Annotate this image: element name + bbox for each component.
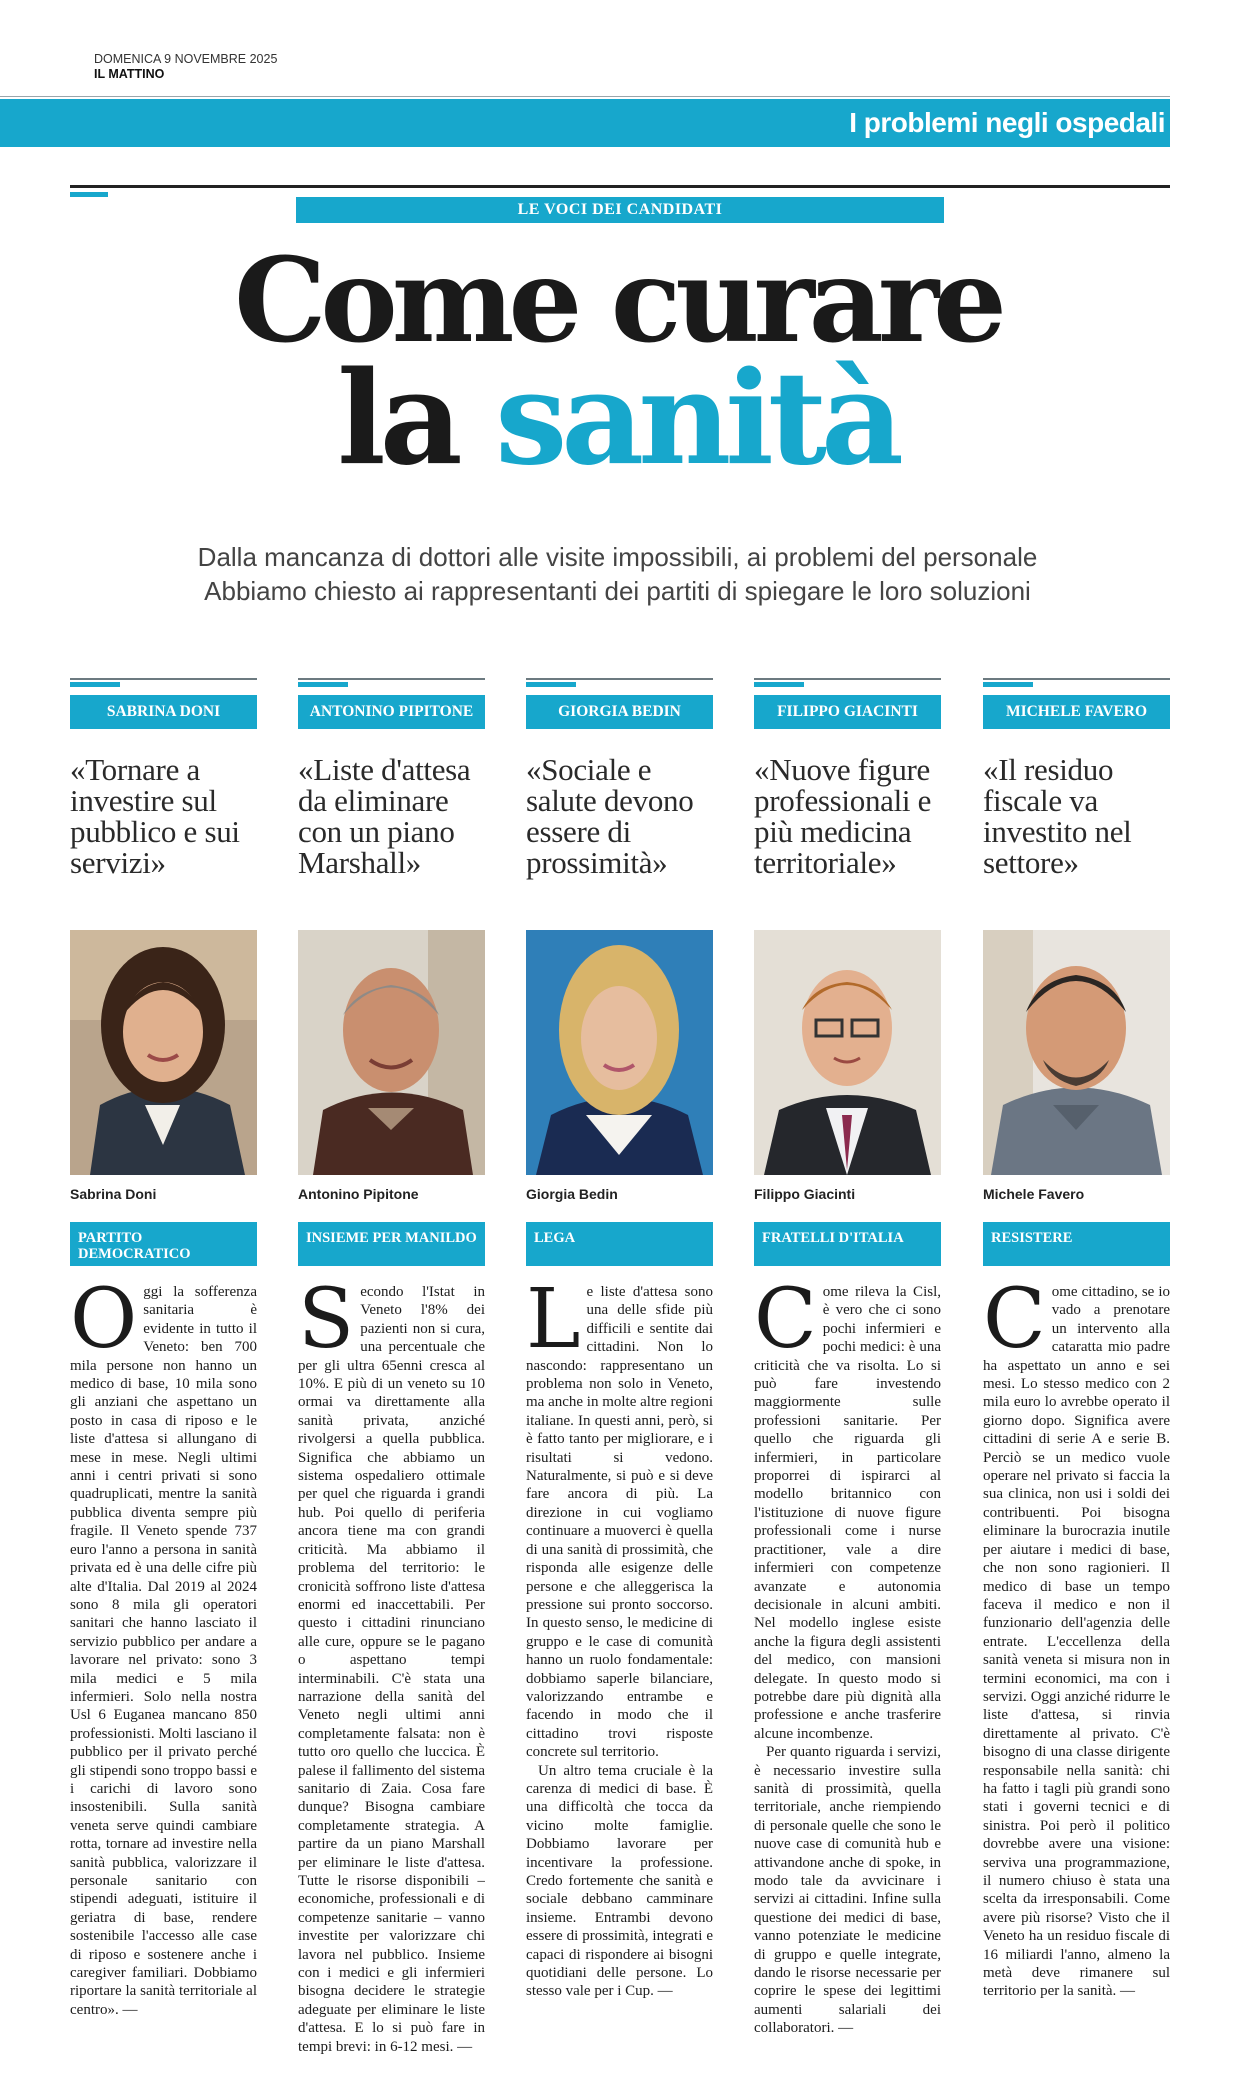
candidate-statement	[70, 1283, 257, 2093]
photo-caption: Filippo Giacinti	[754, 1186, 856, 1202]
column-rule	[70, 678, 257, 680]
column-rule	[526, 678, 713, 680]
candidate-statement	[754, 1283, 941, 2093]
headline-line-2: la sanità	[337, 344, 898, 494]
candidate-quote: «Tornare a investire sul pubblico e sui servizi»	[70, 752, 240, 880]
candidate-quote: «Liste d'attesa da eliminare con un piano Marshall»	[298, 752, 471, 880]
candidate-quote: «Nuove figure professionali e più medicina territoriale»	[754, 752, 932, 880]
column-accent	[298, 682, 348, 687]
statement-paragraph: Per quanto riguarda i servizi, è necessario investire sulla sanità di prossimità, quella territoriale, anche riempiendo di personale quelle che sono le nuove case di comunità hub e attivandone anche di spoke, in modo tale da avvicinare i servizi ai cittadini. Infine sulla questione dei medici di base, vanno potenziate le medicine di gruppo e quelle integrate, dando le risorse necessarie per coprire le spese dei legittimi aumenti salariali dei collaboratori. —	[754, 1744, 941, 2037]
kicker: LE VOCI DEI CANDIDATI	[296, 197, 944, 223]
candidate-statement	[983, 1283, 1170, 2093]
candidate-photo	[526, 930, 713, 1175]
dropcap: S	[298, 1283, 355, 1367]
article-top-rule	[70, 185, 1170, 188]
headline-line-1: Come curare	[234, 233, 1001, 369]
subtitle-line-2: Abbiamo chiesto ai rappresentanti dei partiti di spiegare le loro soluzioni	[204, 576, 1031, 606]
candidate-name-label: MICHELE FAVERO	[983, 695, 1170, 729]
candidate-photo	[754, 930, 941, 1175]
photo-caption: Sabrina Doni	[70, 1186, 157, 1202]
edition-date-block	[94, 52, 277, 82]
candidate-name-label: SABRINA DONI	[70, 695, 257, 729]
candidate-quote: «Il residuo fiscale va investito nel settore»	[983, 752, 1132, 880]
candidate-name-label: ANTONINO PIPITONE	[298, 695, 485, 729]
dropcap: O	[70, 1283, 138, 1367]
candidate-name-label: GIORGIA BEDIN	[526, 695, 713, 729]
party-label: RESISTERE	[983, 1222, 1170, 1266]
party-label: LEGA	[526, 1222, 713, 1266]
photo-caption: Antonino Pipitone	[298, 1186, 419, 1202]
statement-paragraph: Un altro tema cruciale è la carenza di medici di base. È una difficoltà che tocca da vicino molte famiglie. Dobbiamo lavorare per incentivare la professione. Credo fortemente che sanità e sociale debbano camminare insieme. Entrambi devono essere di prossimità, integrati e capaci di rispondere ai bisogni quotidiani delle persone. Lo stesso vale per i Cup. —	[526, 1762, 713, 2000]
column-accent	[983, 682, 1033, 687]
candidate-photo	[983, 930, 1170, 1175]
candidate-photo	[70, 930, 257, 1175]
dropcap: C	[983, 1283, 1046, 1367]
photo-caption: Michele Favero	[983, 1186, 1085, 1202]
newspaper-name: IL MATTINO	[94, 67, 165, 81]
candidate-name-label: FILIPPO GIACINTI	[754, 695, 941, 729]
candidate-photo	[298, 930, 485, 1175]
article-accent-mark	[70, 192, 108, 197]
candidate-statement	[298, 1283, 485, 2093]
header-divider	[0, 96, 1170, 97]
party-label: INSIEME PER MANILDO	[298, 1222, 485, 1266]
edition-date: DOMENICA 9 NOVEMBRE 2025	[94, 52, 278, 66]
candidate-statement	[526, 1283, 713, 2093]
statement-paragraph: Come cittadino, se io vado a prenotare un intervento alla cataratta mio padre ha aspettato un anno e sei mesi. Lo stesso medico con 2 mila euro lo avrebbe operato il giorno dopo. Significa avere cittadini di serie A e serie B. Perciò se un medico vuole operare nel privato si faccia la sua clinica, non usi i soldi dei contribuenti. Poi bisogna eliminare la burocrazia inutile per aiutare i medici di base, che non sono ragionieri. Il medico di base un tempo faceva il medico e non il funzionario dell'agenzia delle entrate. L'eccellenza della sanità veneta si misura non in termini economici, ma con i servizi. Oggi anziché ridurre le liste d'attesa, si rinvia direttamente al privato. C'è bisogno di una classe dirigente responsabile nella sanità: chi ha fatto i tagli più grandi sono stati i governi tecnici e di sinistra. Poi però il politico dovrebbe avere una visione: serviva una programmazione, il numero chiuso è stata una scelta da irresponsabili. Come avere più risorse? Visto che il Veneto ha un residuo fiscale di 16 miliardi l'anno, almeno la metà deve rimanere sul territorio per la sanità. —	[983, 1283, 1170, 2000]
column-accent	[526, 682, 576, 687]
column-accent	[70, 682, 120, 687]
column-rule	[298, 678, 485, 680]
column-rule	[983, 678, 1170, 680]
statement-paragraph: Secondo l'Istat in Veneto l'8% dei pazienti non si cura, una percentuale che per gli ultra 65enni cresca al 10%. E più di un veneto su 10 ormai va direttamente alla sanità privata, anziché rivolgersi a quella pubblica. Significa che abbiamo un sistema ospedaliero ottimale per quel che riguarda i grandi hub. Poi quello di periferia ancora tiene ma con grandi criticità. Ma abbiamo il problema del territorio: le cronicità soffrono liste d'attesa enormi ed inaccettabili. Per questo i cittadini rinunciano alle cure, oppure se le pagano o aspettano tempi interminabili. C'è stata una narrazione della sanità del Veneto negli ultimi anni completamente falsata: non è tutto oro quello che luccica. È palese il fallimento del sistema sanitario di Zaia. Cosa fare dunque? Bisogna cambiare completamente strategia. A partire da un piano Marshall per eliminare le liste d'attesa. Tutte le risorse disponibili – economiche, professionali e di competenze sanitarie – vanno investite per valorizzare chi lavora nel pubblico. Insieme con i medici e gli infermieri bisogna decidere le strategie adeguate per eliminare le liste d'attesa. E lo si può fare in tempi brevi: in 6-12 mesi. —	[298, 1283, 485, 2055]
candidate-quote: «Sociale e salute devono essere di prossimità»	[526, 752, 694, 880]
party-label: PARTITO DEMOCRATICO	[70, 1222, 257, 1266]
photo-caption: Giorgia Bedin	[526, 1186, 618, 1202]
headline-accent-word: sanità	[495, 344, 898, 494]
statement-paragraph: Oggi la sofferenza sanitaria è evidente in tutto il Veneto: ben 700 mila persone non hanno un medico di base, 10 mila sono gli anziani che aspettano un posto in casa di riposo e le liste d'attesa si allungano di mese in mese. Negli ultimi anni i centri privati si sono quadruplicati, mentre la sanità pubblica diventa sempre più fragile. Il Veneto spende 737 euro l'anno a persona in sanità privata ed è una delle cifre più alte d'Italia. Dal 2019 al 2024 sono 8 mila gli operatori sanitari che hanno lasciato il servizio pubblico per andare a lavorare nel privato: sono 3 mila medici e 5 mila infermieri. Solo nella nostra Usl 6 Euganea mancano 850 professionisti. Molti lasciano il pubblico per il privato perché gli stipendi sono troppo bassi e i carichi di lavoro sono insostenibili. Sulla sanità veneta serve quindi cambiare rotta, tornare ad investire nella sanità pubblica, valorizzare il personale sanitario con stipendi adeguati, istituire il geriatra di base, rendere sostenibile l'accesso alle case di riposo e sostenere anche i caregiver familiari. Dobbiamo riportare la sanità territoriale al centro». —	[70, 1283, 257, 2018]
statement-paragraph: Le liste d'attesa sono una delle sfide più difficili e sentite dai cittadini. Non lo nascondo: rappresentano un problema non solo in Veneto, ma anche in molte altre regioni italiane. In questi anni, però, si è fatto tanto per migliorare, e i risultati si vedono. Naturalmente, si può e si deve fare ancora di più. La direzione in cui vogliamo continuare a muoverci è quella di una sanità di prossimità, che risponda alle esigenze delle persone e che alleggerisca la pressione sui pronto soccorso. In questo senso, le medicine di gruppo e le case di comunità hanno un ruolo fondamentale: dobbiamo saperle bilanciare, valorizzando entrambe e facendo in modo che il cittadino trovi risposte concrete sul territorio.	[526, 1283, 713, 1761]
column-accent	[754, 682, 804, 687]
column-rule	[754, 678, 941, 680]
subtitle-line-1: Dalla mancanza di dottori alle visite impossibili, ai problemi del personale	[197, 542, 1038, 572]
party-label: FRATELLI D'ITALIA	[754, 1222, 941, 1266]
section-title: I problemi negli ospedali	[849, 107, 1165, 138]
dropcap: L	[526, 1283, 581, 1367]
statement-paragraph: Come rileva la Cisl, è vero che ci sono pochi infermieri e pochi medici: è una criticità che va risolta. Lo si può fare investendo maggiormente sulle professioni sanitarie. Per quello che riguarda gli infermieri, in particolare proporrei di ispirarci al modello britannico con l'istituzione di nuove figure professionali come i nurse practitioner, vale a dire infermieri con competenze avanzate e autonomia decisionale in alcuni ambiti. Nel modello inglese esiste anche la figura degli assistenti del medico, con mansioni delegate. In questo modo si potrebbe dare più dignità alla professione e anche trasferire alcune incombenze.	[754, 1283, 941, 1742]
dropcap: C	[754, 1283, 817, 1367]
